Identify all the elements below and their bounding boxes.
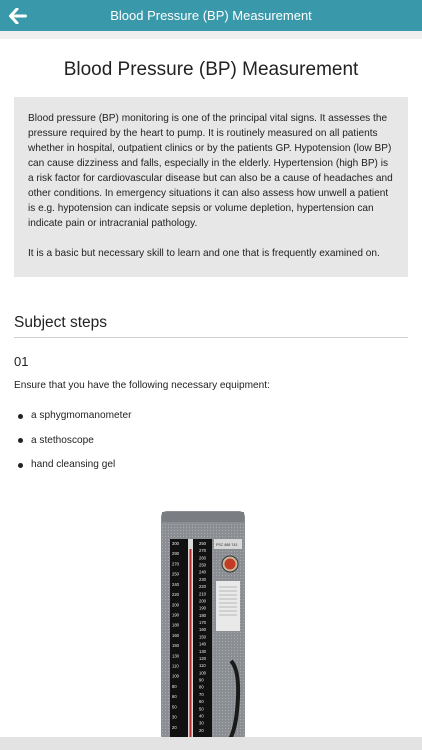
scale-tick-label: 50 [172, 704, 177, 710]
step-number: 01 [14, 354, 29, 369]
nav-title: Blood Pressure (BP) Measurement [110, 8, 312, 23]
list-item-label: a sphygmomanometer [31, 410, 132, 421]
scale-tick-label: 130 [199, 648, 206, 654]
scroll-content[interactable] [0, 39, 422, 737]
scale-tick-label: 250 [199, 562, 206, 568]
scale-tick-label: 150 [172, 643, 179, 649]
scale-tick-label: 250 [199, 541, 206, 546]
scale-tick-label: 80 [172, 683, 177, 689]
nav-bar [0, 0, 422, 31]
section-divider [14, 337, 408, 338]
scale-tick-label: 270 [172, 561, 179, 567]
page-title: Blood Pressure (BP) Measurement [63, 59, 359, 80]
equipment-list [18, 409, 131, 483]
scale-tick-label: 110 [172, 663, 179, 669]
intro-paragraph: Blood pressure (BP) monitoring is one of the principal vital signs. It assesses the pressure required by the heart to pump. It is routinely measured on all patients whether in hospital, outpatient clinics or by the patients GP. Hypotension (low BP) can cause dizziness and falls, especially in the elderly. Hypertension (high BP) is a risk factor for cardiovascular disease but can also be a cause of headaches and other conditions. In emergency situations it can also assess how unwell a patient is e.g. hypotension can indicate sepsis or volume depletion, hypertension can indicate pain or intracranial pathology. [28, 113, 393, 229]
scale-tick-label: 30 [172, 714, 177, 720]
scale-tick-label: 160 [199, 627, 206, 633]
bullet-icon [18, 438, 23, 443]
scale-tick-label: 30 [199, 720, 204, 726]
list-item [18, 458, 131, 483]
intro-box [14, 97, 408, 277]
scale-tick-label: 120 [199, 655, 206, 661]
scale-tick-label: 210 [199, 591, 206, 597]
scale-tick-label: 20 [172, 724, 177, 730]
sphygmomanometer-image [161, 511, 245, 737]
sphygmomanometer-illustration [161, 511, 245, 737]
scale-tick-label: 110 [199, 663, 206, 669]
scale-tick-label: 80 [199, 684, 204, 690]
scale-tick-label: 160 [172, 632, 179, 638]
list-item [18, 434, 131, 459]
scale-tick-label: 40 [199, 713, 204, 719]
scale-tick-label: 150 [199, 634, 206, 640]
scale-tick-label: 200 [172, 602, 179, 608]
scale-tick-label: 100 [199, 670, 206, 676]
back-button[interactable] [6, 4, 30, 28]
scale-tick-label: 70 [199, 691, 204, 697]
section-heading: Subject steps [14, 314, 108, 331]
scale-tick-label: 220 [172, 592, 179, 598]
scale-tick-label: 190 [172, 612, 179, 618]
scale-tick-label: 170 [199, 620, 206, 626]
scale-tick-label: 290 [172, 551, 179, 557]
list-item-label: a stethoscope [31, 434, 94, 446]
list-item-label: hand cleansing gel [31, 459, 116, 470]
scale-tick-label: 250 [172, 571, 179, 577]
scale-tick-label: 180 [199, 612, 206, 618]
scale-tick-label: 300 [172, 541, 179, 546]
scale-tick-label: 190 [199, 605, 206, 611]
scale-tick-label: 200 [199, 598, 206, 604]
bottom-bar [0, 737, 422, 750]
nav-divider [0, 31, 422, 39]
scale-tick-label: 50 [199, 706, 204, 712]
scale-tick-label: 270 [199, 548, 206, 554]
arrow-left-icon [9, 8, 27, 24]
scale-tick-label: 60 [199, 699, 204, 705]
scale-tick-label: 60 [172, 694, 177, 700]
scale-tick-label: 20 [199, 727, 204, 733]
mercury-column [190, 549, 192, 737]
bullet-icon [18, 414, 23, 419]
bullet-icon [18, 463, 23, 468]
scale-tick-label: 140 [199, 641, 206, 647]
scale-tick-label: 230 [199, 576, 206, 582]
step-text: Ensure that you have the following necessary equipment: [14, 380, 270, 391]
scale-tick-label: 240 [199, 569, 206, 575]
scale-tick-label: 220 [199, 584, 206, 590]
scale-tick-label: 180 [172, 622, 179, 628]
scale-tick-label: 130 [172, 653, 179, 659]
list-item [18, 409, 131, 434]
intro-paragraph: It is a basic but necessary skill to learn and one that is frequently examined on. [28, 248, 380, 259]
scale-tick-label: 240 [172, 581, 179, 587]
device-label: PSC 888 743 [216, 543, 238, 547]
device-info-plate [216, 581, 240, 631]
scale-tick-label: 100 [172, 673, 179, 679]
scale-tick-label: 90 [199, 677, 204, 683]
scale-tick-label: 260 [199, 555, 206, 561]
